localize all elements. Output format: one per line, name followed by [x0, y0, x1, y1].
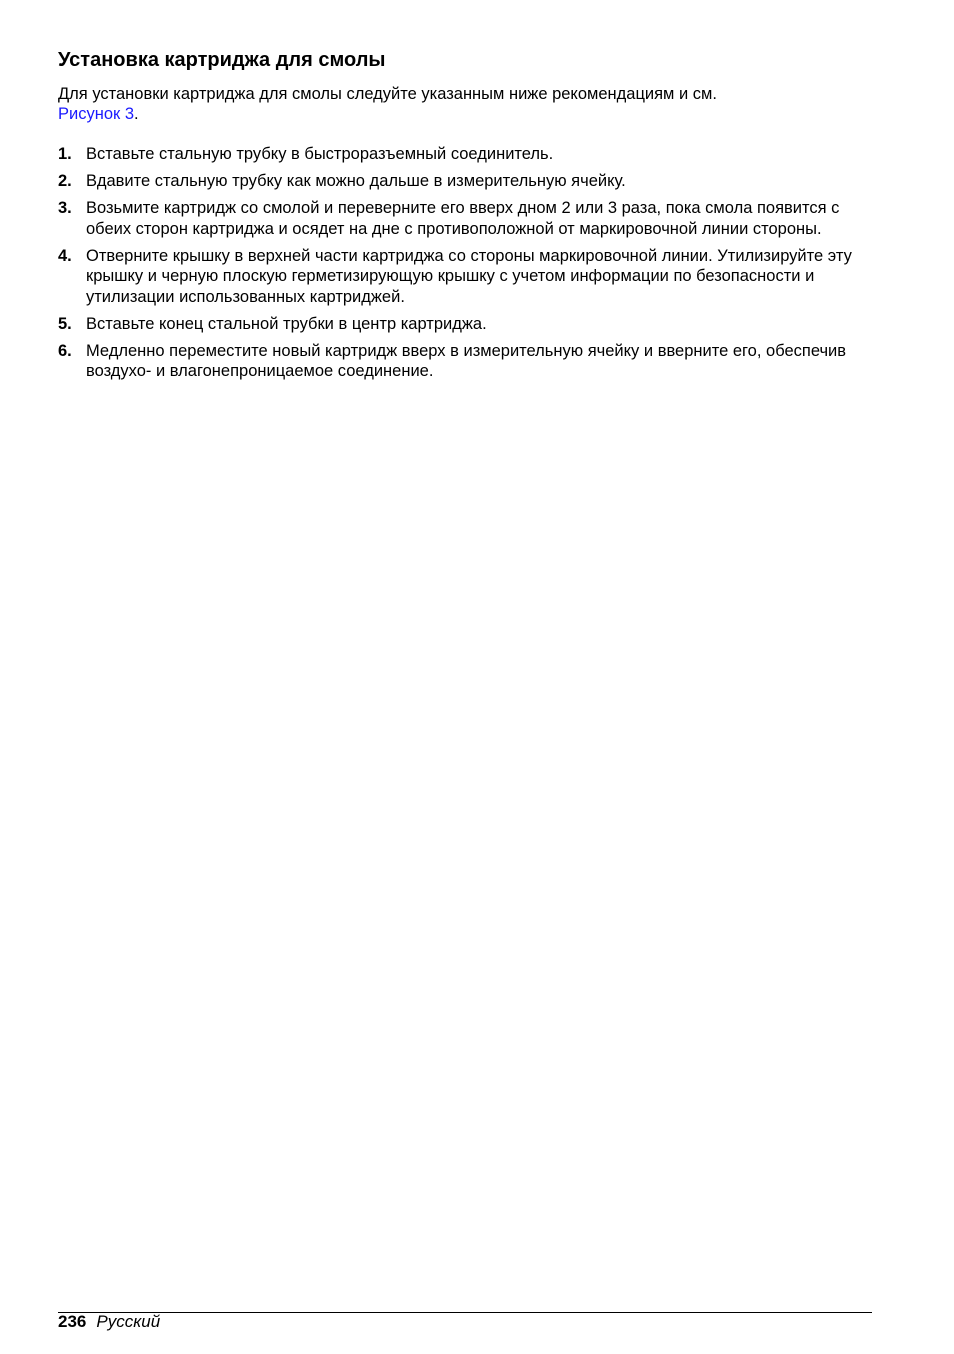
- step-number: 6.: [58, 341, 72, 360]
- step-text: Отверните крышку в верхней части картриджа со стороны маркировочной линии. Утилизируйте эту крышку и черную плоскую герметизирующую крышку с учетом информации по безопасности и утилизации использованных картриджей.: [86, 246, 852, 306]
- step-item: [58, 198, 872, 239]
- intro-end: .: [134, 105, 139, 123]
- step-item: [58, 171, 872, 192]
- footer-divider: [58, 1312, 872, 1313]
- step-item: [58, 144, 872, 165]
- step-item: [58, 314, 872, 335]
- section-title: Установка картриджа для смолы: [58, 49, 386, 71]
- step-item: [58, 341, 872, 382]
- step-text: Вставьте конец стальной трубки в центр картриджа.: [86, 314, 487, 333]
- step-number: 3.: [58, 199, 72, 217]
- intro-text: Для установки картриджа для смолы следуйте указанным ниже рекомендациям и см.: [58, 85, 717, 103]
- step-number: 1.: [58, 145, 72, 163]
- figure-3-link[interactable]: Рисунок 3: [58, 105, 134, 123]
- intro-paragraph: [58, 84, 848, 124]
- page-number: 236: [58, 1312, 87, 1331]
- step-text: Медленно переместите новый картридж вверх в измерительную ячейку и вверните его, обеспечив воздухо- и влагонепроницаемое соединение.: [86, 341, 847, 380]
- step-number: 4.: [58, 246, 72, 265]
- step-text: Вдавите стальную трубку как можно дальше в измерительную ячейку.: [86, 172, 626, 190]
- step-text: Вставьте стальную трубку в быстроразъемный соединитель.: [86, 145, 554, 163]
- footer-language: Русский: [96, 1312, 161, 1331]
- step-number: 5.: [58, 314, 72, 333]
- page-footer: [58, 1312, 160, 1332]
- step-item: [58, 246, 872, 308]
- steps-list: [58, 144, 872, 382]
- step-number: 2.: [58, 172, 72, 190]
- step-text: Возьмите картридж со смолой и переверните его вверх дном 2 или 3 раза, пока смола появится с обеих сторон картриджа и осядет на дне с противоположной от маркировочной линии стороны.: [86, 199, 840, 238]
- page-content: [58, 46, 872, 388]
